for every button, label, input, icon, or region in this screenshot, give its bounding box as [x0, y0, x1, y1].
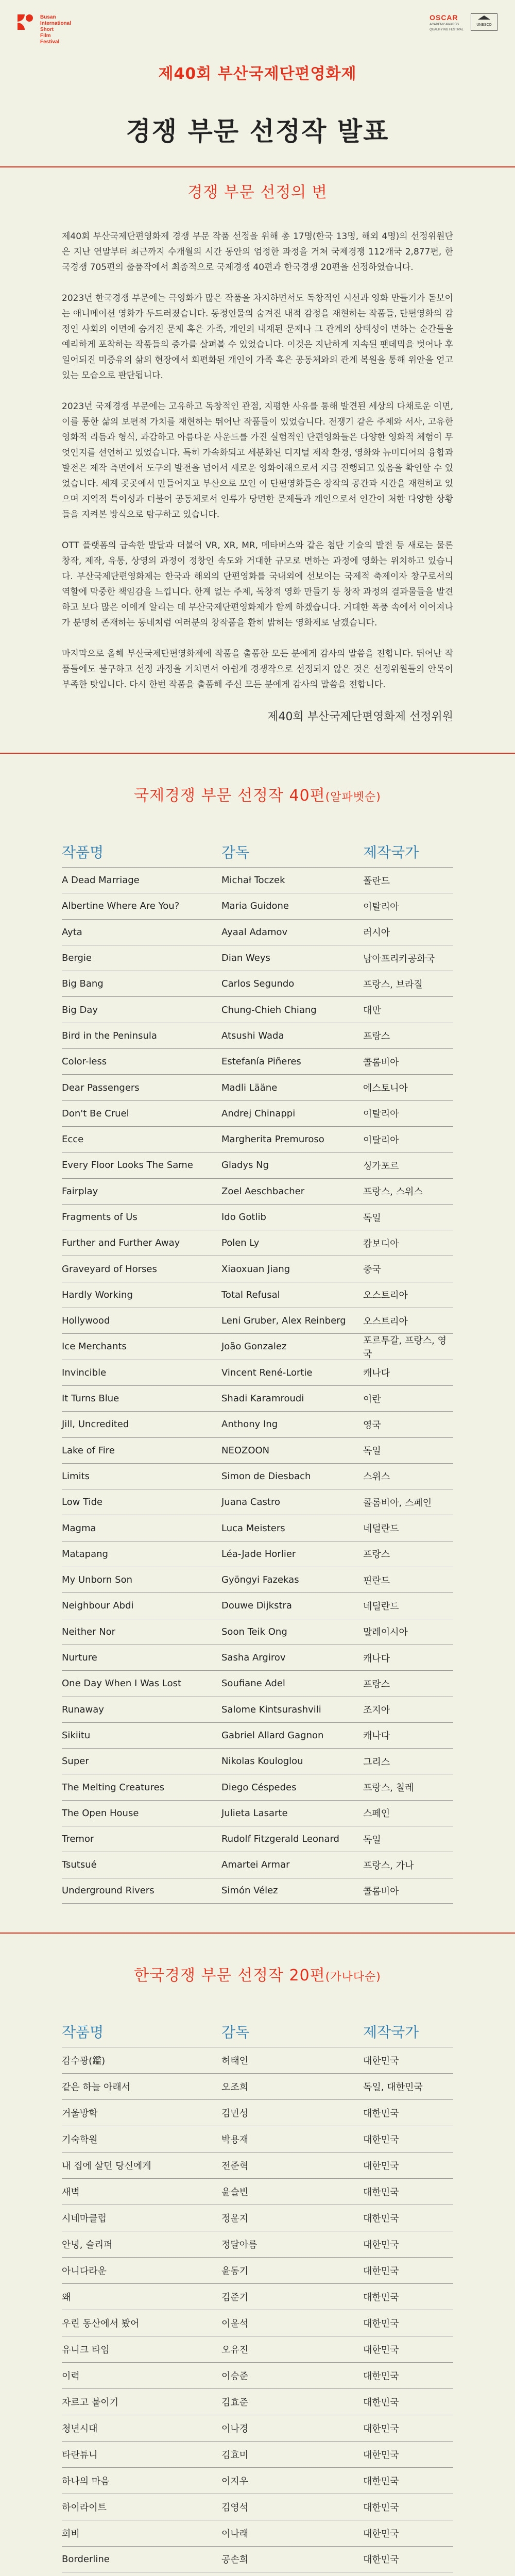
table-row [62, 1800, 453, 1826]
director: Ido Gotlib [221, 1212, 266, 1223]
country: 대한민국 [363, 2055, 399, 2066]
table-row [62, 1515, 453, 1540]
film-title: 유니크 타임 [62, 2344, 110, 2355]
director: Maria Guidone [221, 901, 289, 912]
table-row [62, 1360, 453, 1385]
film-title: Ecce [62, 1134, 84, 1145]
table-row [62, 2099, 453, 2126]
statement-paragraph: 마지막으로 올해 부산국제단편영화제에 작품을 출품한 모든 분에게 감사의 말씀을 전합니다. 뛰어난 작품들에도 불구하고 선정 과정을 거치면서 아쉽게 경쟁작으로 선정되지 않은 것은 선정위원들의 안목이 부족한 탓입니다. 다시 한번 작품을 출품해 주신 모든 분에게 감사의 말씀을 전합니다. [62, 649, 453, 690]
table-row [62, 1308, 453, 1333]
film-title: The Melting Creatures [62, 1782, 165, 1793]
country: 프랑스, 스위스 [363, 1187, 423, 1198]
director: Rudolf Fitzgerald Leonard [221, 1834, 339, 1845]
director: Simon de Diesbach [221, 1470, 311, 1482]
film-title: Jill, Uncredited [62, 1419, 129, 1430]
film-title: Limits [62, 1470, 90, 1482]
country: 콜롬비아, 스페인 [363, 1497, 432, 1509]
director: Gyöngyi Fazekas [221, 1574, 299, 1586]
table-row [62, 971, 453, 996]
film-title: 하이라이트 [62, 2502, 107, 2513]
table-row [62, 2467, 453, 2494]
table-row [62, 1878, 453, 1904]
film-title: Bergie [62, 953, 92, 964]
director: 허태인 [221, 2055, 249, 2066]
film-title: Sikiitu [62, 1730, 91, 1741]
film-title: Every Floor Looks The Same [62, 1160, 193, 1171]
table-row [62, 1230, 453, 1256]
table-row [62, 1670, 453, 1696]
table-row [62, 2546, 453, 2572]
director: 이나경 [221, 2423, 249, 2434]
director: Leni Gruber, Alex Reinberg [221, 1315, 346, 1327]
table-row [62, 1697, 453, 1722]
statement-signature: 제40회 부산국제단편영화제 선정위원 [267, 710, 453, 723]
director: 김영석 [221, 2502, 249, 2513]
director: Dian Weys [221, 953, 270, 964]
country: 프랑스 [363, 1679, 390, 1690]
table-row [62, 2205, 453, 2231]
director: 이윤석 [221, 2318, 249, 2329]
director: Margherita Premuroso [221, 1134, 324, 1145]
col-country-header: 제작국가 [363, 844, 419, 861]
director: Carlos Segundo [221, 978, 295, 990]
country: 폴란드 [363, 875, 390, 887]
director: 이지우 [221, 2476, 249, 2487]
festival-logo-mark-icon [18, 14, 36, 33]
table-row [62, 1541, 453, 1567]
country: 이란 [363, 1394, 381, 1405]
director: João Gonzalez [221, 1341, 287, 1352]
kr-competition-table [62, 2021, 453, 2572]
director: Chung-Chieh Chiang [221, 1004, 317, 1015]
director: Vincent René-Lortie [221, 1367, 313, 1378]
film-title: 같은 하늘 아래서 [62, 2081, 131, 2093]
director: Diego Céspedes [221, 1782, 297, 1793]
film-title: 아니다라운 [62, 2265, 107, 2277]
table-row [62, 2047, 453, 2073]
section-divider [0, 1933, 515, 1934]
event-title: 제40회 부산국제단편영화제 [158, 65, 357, 83]
film-title: 하나의 마음 [62, 2476, 110, 2487]
table-row [62, 1619, 453, 1645]
director: 김효준 [221, 2397, 249, 2408]
film-title: Fairplay [62, 1185, 98, 1197]
film-title: Big Bang [62, 978, 104, 990]
film-title: Matapang [62, 1548, 108, 1560]
film-title: Neither Nor [62, 1626, 116, 1637]
table-row [62, 1126, 453, 1152]
country: 대한민국 [363, 2160, 399, 2172]
film-title: Further and Further Away [62, 1238, 180, 1249]
film-title: Runaway [62, 1704, 104, 1715]
table-row [62, 1333, 453, 1359]
film-title: My Unborn Son [62, 1574, 132, 1586]
table-row [62, 2520, 453, 2546]
country: 포르투갈, 프랑스, 영국 [363, 1335, 447, 1360]
country: 대한민국 [363, 2502, 399, 2513]
country: 대한민국 [363, 2397, 399, 2408]
director: 윤슬빈 [221, 2187, 249, 2198]
col-title-header: 작품명 [62, 2023, 104, 2041]
director: Simón Vélez [221, 1885, 278, 1896]
country: 조지아 [363, 1705, 390, 1716]
table-row [62, 1567, 453, 1592]
director: Julieta Lasarte [221, 1807, 288, 1819]
table-row [62, 1826, 453, 1852]
film-title: Tsutsué [62, 1859, 97, 1871]
film-title: Hardly Working [62, 1289, 133, 1300]
director: Soon Teik Ong [221, 1626, 287, 1637]
country: 대한민국 [363, 2476, 399, 2487]
film-title: 이력 [62, 2370, 80, 2382]
country: 독일 [363, 1446, 381, 1457]
col-country-header: 제작국가 [363, 2023, 419, 2041]
film-title: Low Tide [62, 1497, 103, 1508]
director: Salome Kintsurashvili [221, 1704, 321, 1715]
page-title: 경쟁 부문 선정작 발표 [0, 88, 515, 160]
director: Estefanía Piñeres [221, 1056, 301, 1067]
country: 프랑스 [363, 1031, 390, 1042]
table-row [62, 2152, 453, 2178]
country: 프랑스, 칠레 [363, 1783, 414, 1794]
country: 대한민국 [363, 2239, 399, 2250]
section-divider [0, 753, 515, 754]
film-title: Dear Passengers [62, 1082, 140, 1093]
director: Xiaoxuan Jiang [221, 1263, 290, 1275]
table-row [62, 1282, 453, 1308]
country: 대한민국 [363, 2554, 399, 2566]
country: 네덜란드 [363, 1601, 399, 1612]
country: 프랑스 [363, 1549, 390, 1561]
film-title: 시네마클럽 [62, 2213, 107, 2224]
statement-paragraph: 제40회 부산국제단편영화제 경쟁 부문 작품 선정을 위해 총 17명(한국 13명, 해외 4명)의 선정위원단은 지난 연말부터 최근까지 수개월의 시간 동안의 엄정한 과정을 거쳐 국제경쟁 112개국 2,877편, 한국경쟁 705편의 출품작에서 최종적으로 국제경쟁 40편과 한국경쟁 20편을 선정하였습니다. [62, 231, 453, 273]
director: 이승준 [221, 2370, 249, 2382]
film-title: Nurture [62, 1652, 97, 1664]
film-title: The Open House [62, 1807, 139, 1819]
film-title: Hollywood [62, 1315, 110, 1327]
country: 오스트리아 [363, 1290, 408, 1301]
col-director-header: 감독 [221, 844, 250, 861]
table-row [62, 893, 453, 919]
country: 대한민국 [363, 2344, 399, 2355]
director: Sasha Argirov [221, 1652, 286, 1664]
country: 대한민국 [363, 2528, 399, 2539]
film-title: Graveyard of Horses [62, 1263, 157, 1275]
film-title: Lake of Fire [62, 1445, 115, 1456]
country: 대한민국 [363, 2265, 399, 2277]
film-title: Fragments of Us [62, 1212, 138, 1223]
director: 공손희 [221, 2554, 249, 2566]
film-title: Underground Rivers [62, 1885, 154, 1896]
table-row [62, 1489, 453, 1515]
director: Total Refusal [221, 1289, 280, 1300]
director: Léa-Jade Horlier [221, 1548, 296, 1560]
table-row [62, 1204, 453, 1230]
film-title: Neighbour Abdi [62, 1600, 134, 1612]
country: 대한민국 [363, 2292, 399, 2303]
table-row [62, 2310, 453, 2336]
table-row [62, 2415, 453, 2441]
film-title: Bird in the Peninsula [62, 1030, 157, 1041]
col-title-header: 작품명 [62, 844, 104, 861]
country: 이탈리아 [363, 1109, 399, 1120]
country: 대한민국 [363, 2134, 399, 2145]
director: 오조희 [221, 2081, 249, 2093]
country: 오스트리아 [363, 1316, 408, 1327]
film-title: Ayta [62, 926, 82, 938]
director: 오유진 [221, 2344, 249, 2355]
country: 캐나다 [363, 1368, 390, 1379]
country: 콜롬비아 [363, 1057, 399, 1068]
table-row [62, 1152, 453, 1178]
director: Amartei Armar [221, 1859, 290, 1871]
table-row [62, 2257, 453, 2283]
festival-logo-text: Busan International Short Film Festival [40, 14, 72, 45]
header [0, 0, 515, 88]
country: 에스토니아 [363, 1083, 408, 1094]
film-title: Big Day [62, 1004, 98, 1015]
table-row [62, 2494, 453, 2520]
country: 네덜란드 [363, 1523, 399, 1535]
country: 스위스 [363, 1471, 390, 1483]
film-title: 새벽 [62, 2187, 80, 2198]
film-title: Super [62, 1756, 89, 1767]
film-title: Color-less [62, 1056, 107, 1067]
director: Andrej Chinappi [221, 1108, 296, 1119]
table-row [62, 2126, 453, 2152]
table-row [62, 1100, 453, 1126]
country: 싱가포르 [363, 1160, 399, 1172]
table-row [62, 1592, 453, 1618]
director: 전준혁 [221, 2160, 249, 2172]
film-title: 왜 [62, 2292, 71, 2303]
film-title: 거울방학 [62, 2108, 98, 2119]
country: 대한민국 [363, 2370, 399, 2382]
country: 프랑스, 가나 [363, 1860, 414, 1871]
film-title: Ice Merchants [62, 1341, 127, 1352]
country: 스페인 [363, 1808, 390, 1820]
director: Gladys Ng [221, 1160, 269, 1171]
country: 프랑스, 브라질 [363, 979, 423, 990]
table-row [62, 2178, 453, 2205]
director: Zoel Aeschbacher [221, 1185, 305, 1197]
country: 캐나다 [363, 1653, 390, 1664]
country: 대한민국 [363, 2213, 399, 2224]
director: 정윤지 [221, 2213, 249, 2224]
festival-logo [18, 14, 71, 45]
table-row [62, 1048, 453, 1074]
table-row [62, 1411, 453, 1437]
unesco-logo-icon: UNESCO [471, 13, 497, 31]
film-title: Invincible [62, 1367, 107, 1378]
film-title: 청년시대 [62, 2423, 98, 2434]
table-row [62, 1178, 453, 1204]
film-title: 타란튜니 [62, 2449, 98, 2461]
country: 영국 [363, 1419, 381, 1431]
table-row [62, 2231, 453, 2257]
film-title: 희비 [62, 2528, 80, 2539]
country: 독일 [363, 1834, 381, 1845]
director: Ayaal Adamov [221, 926, 288, 938]
film-title: Tremor [62, 1834, 94, 1845]
intl-competition-table [62, 841, 453, 1904]
film-title: Don't Be Cruel [62, 1108, 129, 1119]
statement-paragraph: OTT 플랫폼의 급속한 발달과 더불어 VR, XR, MR, 메타버스와 같은 첨단 기술의 발전 등 새로는 물론 창작, 제작, 유통, 상영의 과정이 정창인 속도와 거대한 규모로 변하는 과정에 영화는 위치하고 있습니다. 부산국제단편영화제는 한국과 해외의 단편영화를 국내외에 선보이는 국제적 축제이자 창구로서의 역할에 막중한 책임감을 느낍니다. 한계 없는 주제, 독창적 영화 만들기 등 창작 과정의 결과물들을 발견하고 보다 많은 이에게 알리는 데 부산국제단편영화제가 함께 하겠습니다. 거대한 폭풍 속에서 이어져나가 분명히 존재하는 동네처럼 여러분의 창작품을 환히 밝히는 영화제로 남겠습니다. [62, 540, 453, 628]
table-row [62, 1074, 453, 1100]
table-row [62, 2336, 453, 2362]
director: Shadi Karamroudi [221, 1393, 304, 1404]
film-title: One Day When I Was Lost [62, 1678, 182, 1689]
country: 말레이시아 [363, 1627, 408, 1638]
country: 콜롬비아 [363, 1886, 399, 1897]
table-row [62, 1852, 453, 1877]
table-row [62, 867, 453, 893]
film-title: 자르고 붙이기 [62, 2397, 119, 2408]
director: Anthony Ing [221, 1419, 278, 1430]
oscar-logo: OSCAR ACADEMY AWARDS QUALIFYING FESTIVAL [430, 13, 464, 31]
table-row [62, 1722, 453, 1748]
table-row [62, 2441, 453, 2467]
country: 독일 [363, 1212, 381, 1224]
partner-logos [430, 13, 497, 32]
director: Luca Meisters [221, 1522, 285, 1534]
country: 캄보디아 [363, 1238, 399, 1249]
director: Polen Ly [221, 1238, 260, 1249]
film-title: 내 집에 살던 당신에게 [62, 2160, 151, 2172]
country: 중국 [363, 1264, 381, 1276]
film-title: Albertine Where Are You? [62, 901, 180, 912]
country: 이탈리아 [363, 1134, 399, 1146]
director: Soufiane Adel [221, 1678, 285, 1689]
film-title: 기숙학원 [62, 2134, 98, 2145]
table-row [62, 1774, 453, 1800]
table-row [62, 2388, 453, 2415]
country: 대만 [363, 1005, 381, 1016]
country: 대한민국 [363, 2187, 399, 2198]
director: 박용재 [221, 2134, 249, 2145]
country: 그리스 [363, 1756, 390, 1768]
table-header [62, 841, 453, 867]
director: 김민성 [221, 2108, 249, 2119]
country: 대한민국 [363, 2108, 399, 2119]
intl-list-title: 국제경쟁 부문 선정작 40편(알파벳순) [134, 787, 381, 805]
film-title: 감수광(鑑) [62, 2055, 106, 2066]
table-row [62, 2073, 453, 2099]
film-title: Magma [62, 1522, 96, 1534]
director: 김효미 [221, 2449, 249, 2461]
table-header [62, 2021, 453, 2047]
country: 대한민국 [363, 2449, 399, 2461]
table-row [62, 945, 453, 971]
film-title: 우린 동산에서 봤어 [62, 2318, 140, 2329]
director: Atsushi Wada [221, 1030, 284, 1041]
table-row [62, 1645, 453, 1670]
director: NEOZOON [221, 1445, 270, 1456]
kr-list-title: 한국경쟁 부문 선정작 20편(가나다순) [134, 1966, 381, 1985]
film-title: 안녕, 슬리퍼 [62, 2239, 113, 2250]
country: 러시아 [363, 927, 390, 939]
country: 대한민국 [363, 2423, 399, 2434]
film-title: A Dead Marriage [62, 875, 140, 886]
director: Juana Castro [221, 1497, 280, 1508]
country: 독일, 대한민국 [363, 2081, 423, 2093]
country: 이탈리아 [363, 901, 399, 912]
director: Madli Lääne [221, 1082, 278, 1093]
director: Michał Toczek [221, 875, 285, 886]
director: 정달아름 [221, 2239, 258, 2250]
table-row [62, 1023, 453, 1048]
film-title: Borderline [62, 2553, 110, 2565]
director: Douwe Dijkstra [221, 1600, 292, 1612]
selection-statement-heading: 경쟁 부문 선정의 변 [187, 183, 328, 201]
col-director-header: 감독 [221, 2023, 250, 2041]
table-row [62, 996, 453, 1022]
table-row [62, 919, 453, 945]
table-row [62, 1385, 453, 1411]
statement-paragraph: 2023년 국제경쟁 부문에는 고유하고 독창적인 관점, 지평한 사유를 통해 발견된 세상의 다채로운 이면, 이를 통한 삶의 보편적 가치를 재현하는 뛰어난 작품들이 있었습니다. 전쟁기 같은 주제와 서사, 고유한 영화적 리듬과 형식, 과감하고 아름다운 사운드를 가진 실험적인 단편영화들은 다양한 영화적 체험이 무엇인지를 선언하고 있었습니다. 특히 가속화되고 세분화된 디지털 제작 환경, 영화와 뉴미디어의 융합과 발전은 제작 측면에서 도구의 발전을 넘어서 새로운 영화이해으로서 지금 진행되고 있음을 확인할 수 있었습니다. 세계 곳곳에서 만들어지고 부산으로 모인 이 단편영화들은 장작의 공간과 시간을 재현하고 있으며 지역적 특이성과 더불어 공동체로서 인류가 당면한 문제들과 개인으로서 인간이 처한 다양한 상황들을 지켜본 방식으로 탐구하고 있습니다. [62, 401, 453, 520]
country: 대한민국 [363, 2318, 399, 2329]
director: Nikolas Kouloglou [221, 1756, 303, 1767]
director: 이나래 [221, 2528, 249, 2539]
table-row [62, 2362, 453, 2388]
director: 김준기 [221, 2292, 249, 2303]
country: 핀란드 [363, 1575, 390, 1586]
country: 남아프리카공화국 [363, 953, 435, 964]
table-row [62, 1256, 453, 1281]
film-title: It Turns Blue [62, 1393, 119, 1404]
director: 윤동기 [221, 2265, 249, 2277]
table-row [62, 1463, 453, 1489]
table-row [62, 1437, 453, 1463]
table-row [62, 2283, 453, 2310]
country: 캐나다 [363, 1731, 390, 1742]
statement-paragraph: 2023년 한국경쟁 부문에는 극영화가 많은 작품을 차지하면서도 독창적인 시선과 영화 만들기가 돋보이는 애니메이션 영화가 두드러졌습니다. 동정인물의 숨겨진 내적 감정을 재현하는 작품들, 단편영화의 감정인 사회의 이면에 숨겨진 문제 혹은 가족, 개인의 내재된 문제나 그 관계의 상태성이 변하는 순간들을 예리하게 포착하는 작품들의 증가를 살펴볼 수 있었습니다. 이것은 지난하게 지속된 팬데믹을 벗어나 후 일어되진 미증유의 삶의 현장에서 희편화된 개인이 가족 혹은 공동체와의 관계 복원을 통해 위안을 얻고 있는 모습으로 판단됩니다. [62, 293, 453, 381]
director: Gabriel Allard Gagnon [221, 1730, 324, 1741]
table-row [62, 1748, 453, 1774]
selection-statement [62, 229, 453, 692]
